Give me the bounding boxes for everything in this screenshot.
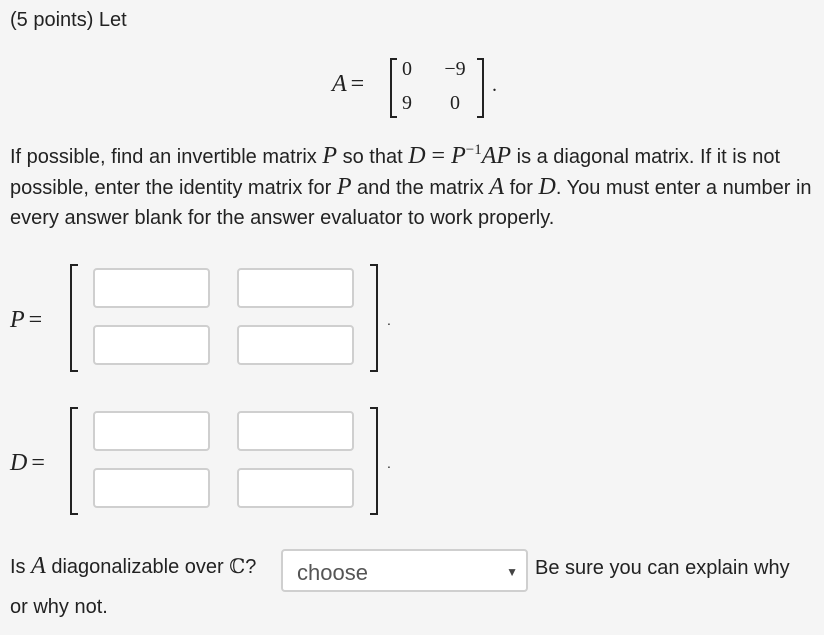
- select-value: choose: [297, 560, 368, 585]
- problem-text: is a diagonal matrix. If it is not possible, enter the identity matrix for: [10, 146, 781, 199]
- matrix-p-equals: =: [28, 307, 43, 333]
- diagonalizable-select[interactable]: [281, 549, 528, 592]
- problem-header: (5 points) Let: [10, 9, 127, 31]
- matrix-a-cell: 9: [402, 92, 412, 114]
- symbol-p: P: [322, 143, 338, 169]
- matrix-d-equals: =: [31, 450, 45, 476]
- matrix-p-right-bracket: [370, 264, 378, 372]
- matrix-p-entry-r2c1[interactable]: [93, 325, 210, 365]
- explain-text: Be sure you can explain why: [535, 557, 790, 579]
- matrix-p-period: .: [387, 312, 391, 328]
- matrix-d-right-bracket: [370, 407, 378, 515]
- matrix-d-entry-r1c2[interactable]: [237, 411, 354, 451]
- complex-field-symbol: ℂ: [229, 554, 246, 578]
- matrix-a-label: [332, 70, 364, 98]
- problem-statement: [10, 141, 820, 233]
- problem-text: If possible, find an invertible matrix: [10, 146, 323, 168]
- symbol-a: A: [31, 553, 46, 579]
- problem-text: and the matrix: [351, 177, 490, 199]
- matrix-d-symbol: D: [10, 450, 28, 476]
- symbol-d: D: [538, 174, 556, 200]
- matrix-d-label: [10, 449, 45, 477]
- explain-text-continued: or why not.: [10, 596, 108, 618]
- symbol-a: A: [489, 174, 505, 200]
- matrix-a-equals: =: [350, 71, 365, 97]
- matrix-p-label: [10, 306, 42, 334]
- matrix-p-left-bracket: [70, 264, 78, 372]
- matrix-p-entry-r1c1[interactable]: [93, 268, 210, 308]
- matrix-a-symbol: A: [332, 71, 347, 97]
- matrix-a-cell: 0: [402, 58, 412, 80]
- matrix-d-period: .: [387, 455, 391, 471]
- matrix-a-cell: −9: [444, 58, 466, 80]
- problem-text: . You must enter a number in every answer blank for the answer evaluator to work properly.: [10, 177, 812, 229]
- matrix-d-entry-r2c1[interactable]: [93, 468, 210, 508]
- chevron-down-icon: ▼: [506, 565, 518, 579]
- matrix-a-period: .: [492, 74, 497, 96]
- matrix-p-symbol: P: [10, 307, 25, 333]
- question-text: ?: [245, 556, 257, 578]
- matrix-a-right-bracket: [477, 58, 484, 118]
- symbol-p: P: [451, 143, 466, 169]
- matrix-a-cell: 0: [450, 92, 460, 114]
- matrix-d-left-bracket: [70, 407, 78, 515]
- matrix-d-entry-r1c1[interactable]: [93, 411, 210, 451]
- matrix-p-entry-r2c2[interactable]: [237, 325, 354, 365]
- equals-sign: =: [425, 143, 452, 169]
- problem-text: so that: [337, 146, 409, 168]
- matrix-p-entry-r1c2[interactable]: [237, 268, 354, 308]
- inverse-exponent: −1: [465, 142, 482, 158]
- problem-text: for: [504, 177, 539, 199]
- matrix-d-entry-r2c2[interactable]: [237, 468, 354, 508]
- symbol-d: D: [408, 143, 426, 169]
- diagonalizable-question: [10, 553, 256, 580]
- question-text: diagonalizable over: [45, 556, 230, 578]
- question-text: Is: [10, 556, 32, 578]
- symbol-ap: AP: [481, 143, 512, 169]
- symbol-p: P: [336, 174, 352, 200]
